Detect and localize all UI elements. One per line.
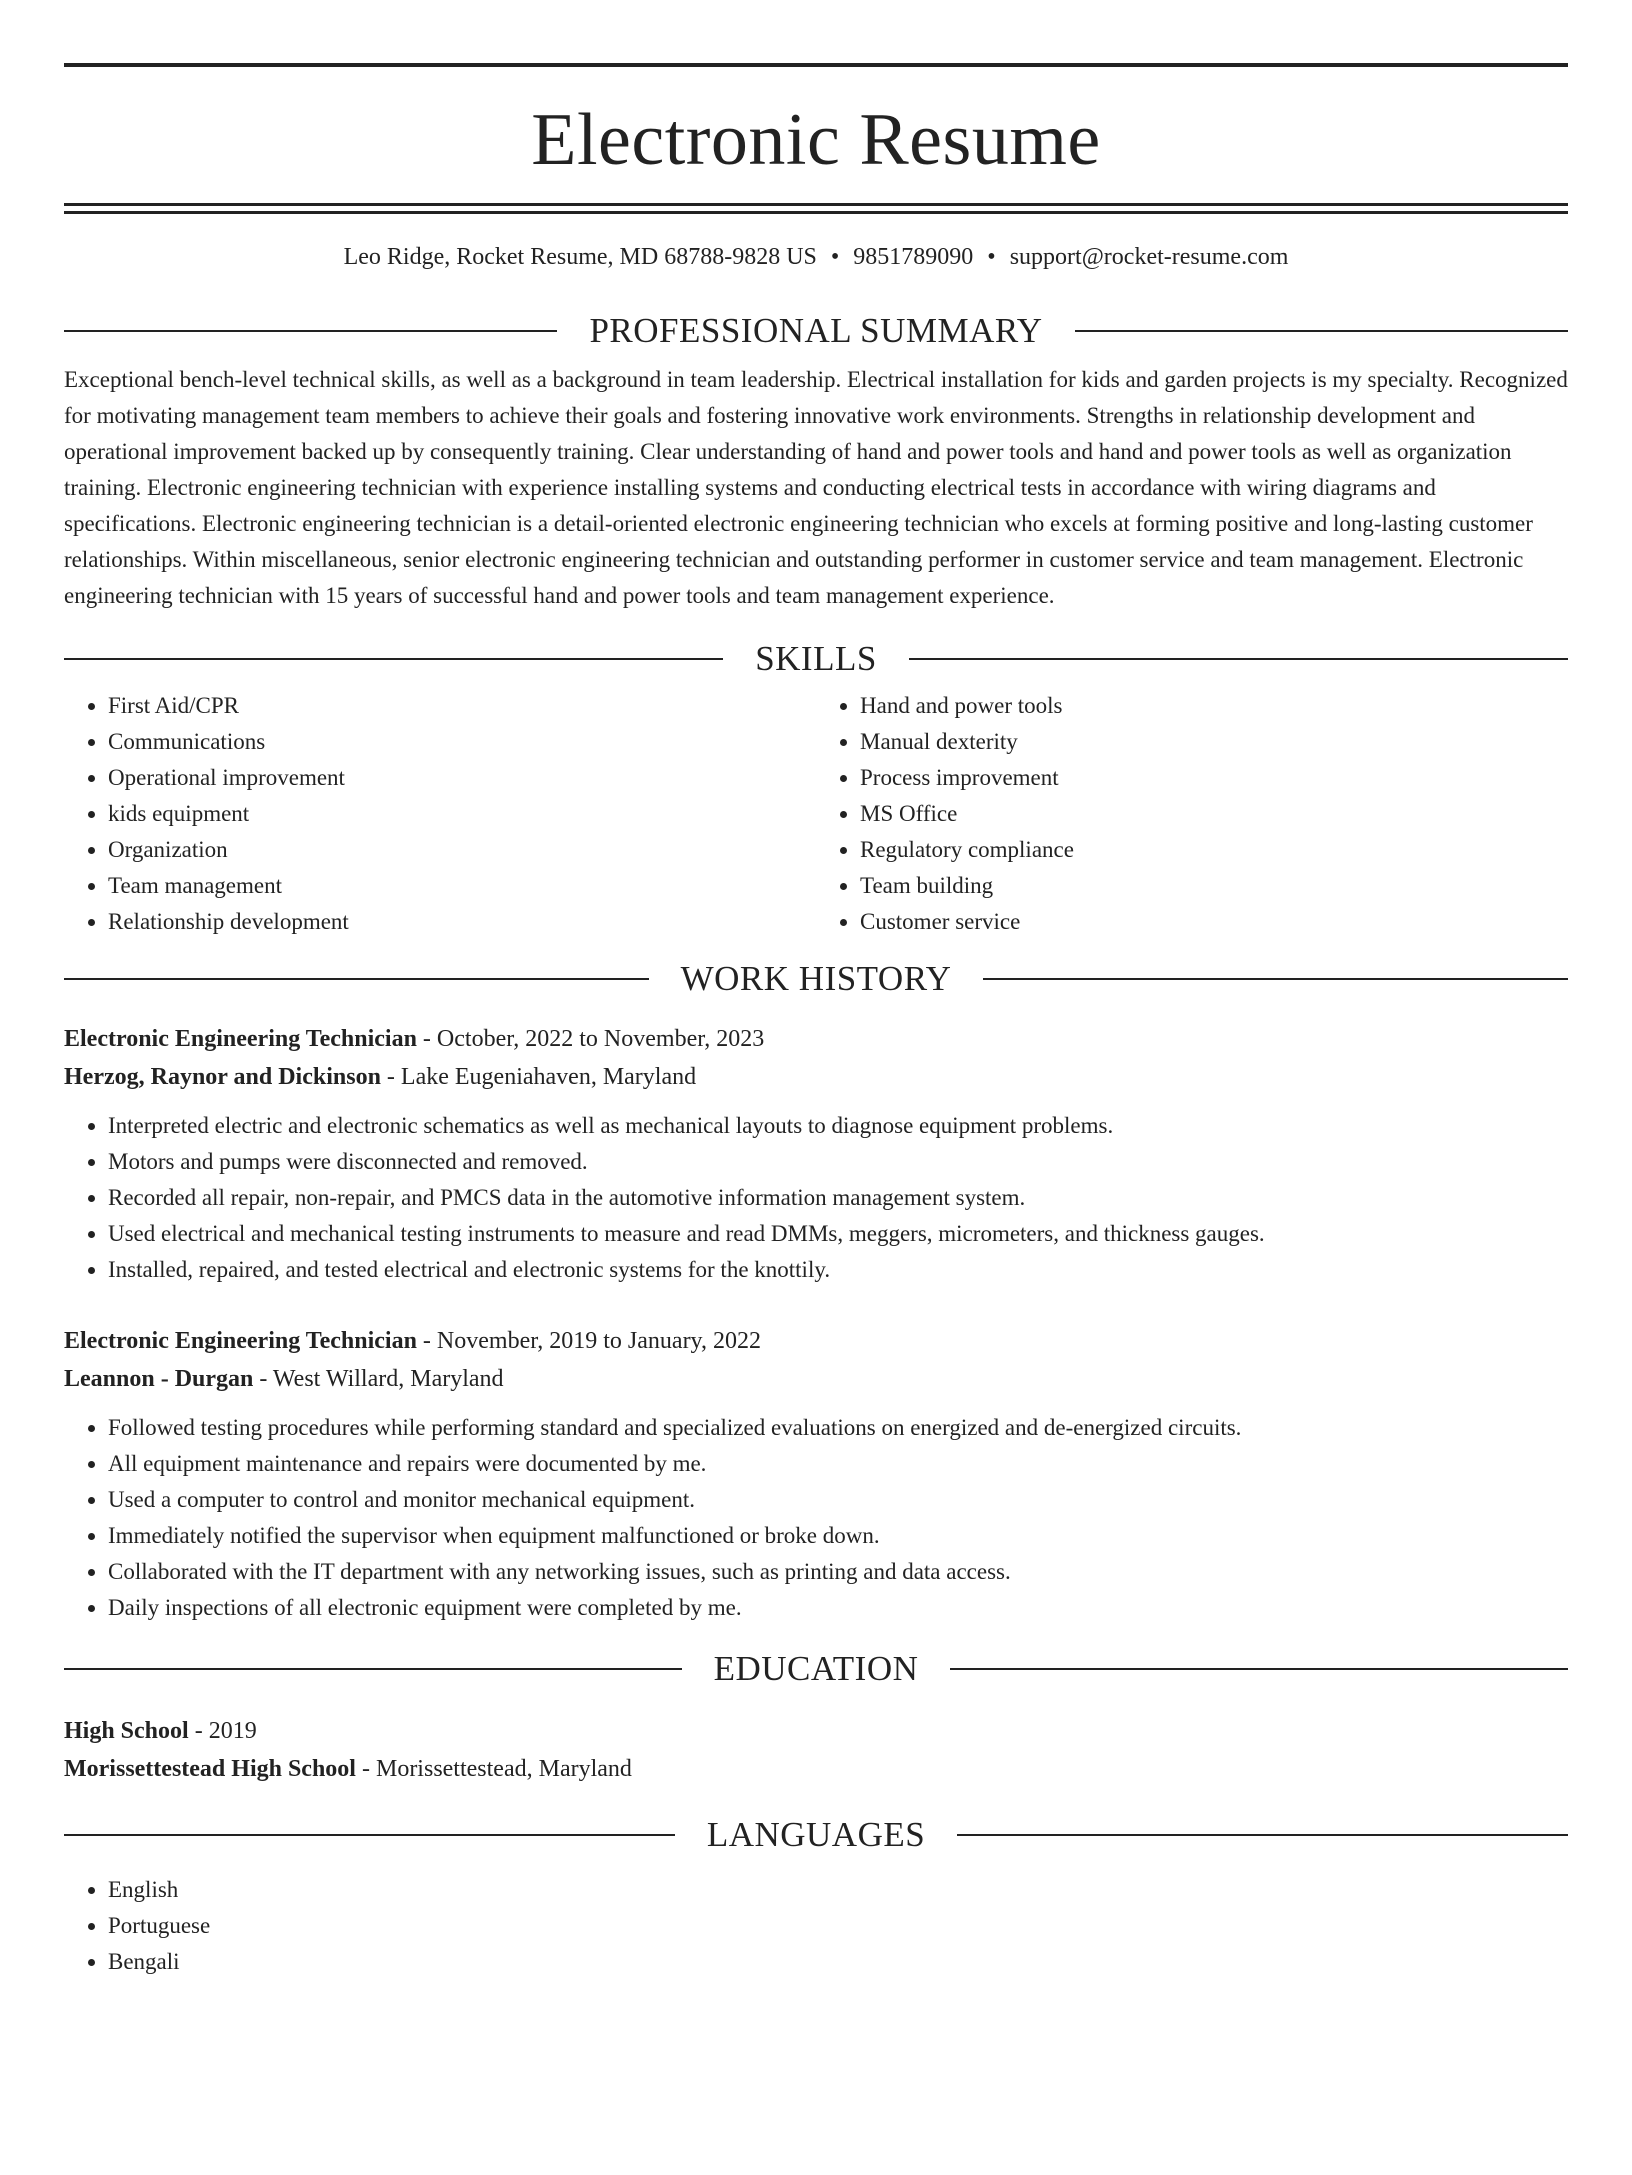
summary-text: Exceptional bench-level technical skills, as well as a background in team leadership. Electrical installation for kids and garden projects is my specialty. Recognized for motivating management team members to achieve their goals and fostering innovative work environments. Strengths in relationship development and operational improvement backed up by consequently training. Clear understanding of hand and power tools and hand and power tools as well as organization training. Electronic engineering technician with experience installing systems and conducting electrical tests in accordance with wiring diagrams and specifications. Electronic engineering technician is a detail-oriented electronic engineering technician who excels at forming positive and long-lasting customer relationships. Within miscellaneous, senior electronic engineering technician and outstanding performer in customer service and team management. Electronic engineering technician with 15 years of successful hand and power tools and team management experience.: [64, 367, 1568, 608]
heading-rule-right: [1075, 330, 1568, 332]
skill-item: • Customer service: [860, 904, 1568, 940]
section-title: LANGUAGES: [706, 1815, 926, 1854]
job-title-line: [64, 1322, 1568, 1360]
job-bullet: • Used a computer to control and monitor mechanical equipment.: [108, 1482, 1568, 1518]
job-entry: [64, 1322, 1568, 1626]
skill-item: • Process improvement: [860, 760, 1568, 796]
skills-list: [64, 688, 1568, 940]
job-bullet: • Recorded all repair, non-repair, and PMCS data in the automotive information management system.: [108, 1180, 1568, 1216]
education-degree-line: [64, 1712, 1568, 1750]
job-location: - Lake Eugeniahaven, Maryland: [380, 1064, 697, 1090]
contact-phone: 9851789090: [853, 244, 974, 270]
skill-item: • Communications: [108, 724, 816, 760]
heading-rule-left: [64, 1834, 675, 1836]
job-bullet: • Installed, repaired, and tested electrical and electronic systems for the knottily.: [108, 1252, 1568, 1288]
contact-separator: •: [830, 244, 840, 270]
skill-item: • Team building: [860, 868, 1568, 904]
heading-rule-right: [983, 978, 1568, 980]
skill-item: • Manual dexterity: [860, 724, 1568, 760]
skill-item: • Operational improvement: [108, 760, 816, 796]
skill-item: • First Aid/CPR: [108, 688, 816, 724]
heading-rule-left: [64, 658, 723, 660]
job-bullet: • Interpreted electric and electronic schematics as well as mechanical layouts to diagnose equipment problems.: [108, 1108, 1568, 1144]
language-item: • Portuguese: [108, 1908, 1568, 1944]
languages-list: [64, 1872, 1568, 1980]
work-heading: [64, 958, 1568, 1000]
job-bullets: [64, 1410, 1568, 1626]
job-bullet: • Collaborated with the IT department with any networking issues, such as printing and data access.: [108, 1554, 1568, 1590]
skill-item: • MS Office: [860, 796, 1568, 832]
job-entry: [64, 1020, 1568, 1288]
job-bullet: • Used electrical and mechanical testing instruments to measure and read DMMs, meggers, micrometers, and thickness gauges.: [108, 1216, 1568, 1252]
skills-column-left: [64, 688, 816, 940]
contact-line: [64, 242, 1568, 272]
heading-rule-left: [64, 1668, 682, 1670]
job-title: Electronic Engineering Technician: [64, 1026, 417, 1052]
skills-heading: [64, 638, 1568, 680]
job-bullet: • Followed testing procedures while performing standard and specialized evaluations on energized and de-energized circuits.: [108, 1410, 1568, 1446]
education-location: - Morissettestead, Maryland: [355, 1756, 632, 1782]
skill-item: • kids equipment: [108, 796, 816, 832]
heading-rule-right: [950, 1668, 1568, 1670]
contact-separator: •: [987, 244, 996, 270]
section-title: WORK HISTORY: [680, 959, 952, 998]
job-company: Leannon - Durgan: [64, 1366, 254, 1392]
resume-title: Electronic Resume: [531, 99, 1101, 181]
job-title: Electronic Engineering Technician: [64, 1328, 417, 1354]
skill-item: • Hand and power tools: [860, 688, 1568, 724]
job-company-line: [64, 1058, 1568, 1096]
language-item: • Bengali: [108, 1944, 1568, 1980]
education-school: Morissettestead High School: [64, 1756, 356, 1782]
job-bullet: • Immediately notified the supervisor when equipment malfunctioned or broke down.: [108, 1518, 1568, 1554]
skill-item: • Organization: [108, 832, 816, 868]
contact-email: support@rocket-resume.com: [1009, 244, 1289, 270]
education-degree: High School: [64, 1718, 189, 1744]
top-rule: [64, 63, 1568, 67]
education-year: - 2019: [188, 1718, 257, 1744]
section-title: SKILLS: [755, 639, 877, 678]
section-title: EDUCATION: [713, 1649, 919, 1688]
skill-item: • Regulatory compliance: [860, 832, 1568, 868]
contact-address: Leo Ridge, Rocket Resume, MD 68788-9828 US: [343, 244, 817, 270]
education-heading: [64, 1648, 1568, 1690]
language-item: • English: [108, 1872, 1568, 1908]
job-location: - West Willard, Maryland: [253, 1366, 504, 1392]
education-school-line: [64, 1750, 1568, 1788]
summary-heading: [64, 310, 1568, 352]
heading-rule-left: [64, 978, 649, 980]
languages-heading: [64, 1814, 1568, 1856]
job-title-line: [64, 1020, 1568, 1058]
job-company: Herzog, Raynor and Dickinson: [64, 1064, 381, 1090]
heading-rule-right: [909, 658, 1568, 660]
job-bullet: • Daily inspections of all electronic equipment were completed by me.: [108, 1590, 1568, 1626]
skills-column-right: [816, 688, 1568, 940]
education-entry: [64, 1712, 1568, 1788]
double-rule: [64, 203, 1568, 214]
job-bullets: [64, 1108, 1568, 1288]
job-dates: - November, 2019 to January, 2022: [416, 1328, 761, 1354]
job-dates: - October, 2022 to November, 2023: [416, 1026, 765, 1052]
resume-page: [0, 63, 1632, 2175]
job-bullet: • All equipment maintenance and repairs were documented by me.: [108, 1446, 1568, 1482]
job-company-line: [64, 1360, 1568, 1398]
heading-rule-right: [957, 1834, 1568, 1836]
heading-rule-left: [64, 330, 557, 332]
skill-item: • Relationship development: [108, 904, 816, 940]
skill-item: • Team management: [108, 868, 816, 904]
section-title: PROFESSIONAL SUMMARY: [589, 311, 1043, 350]
job-bullet: • Motors and pumps were disconnected and removed.: [108, 1144, 1568, 1180]
